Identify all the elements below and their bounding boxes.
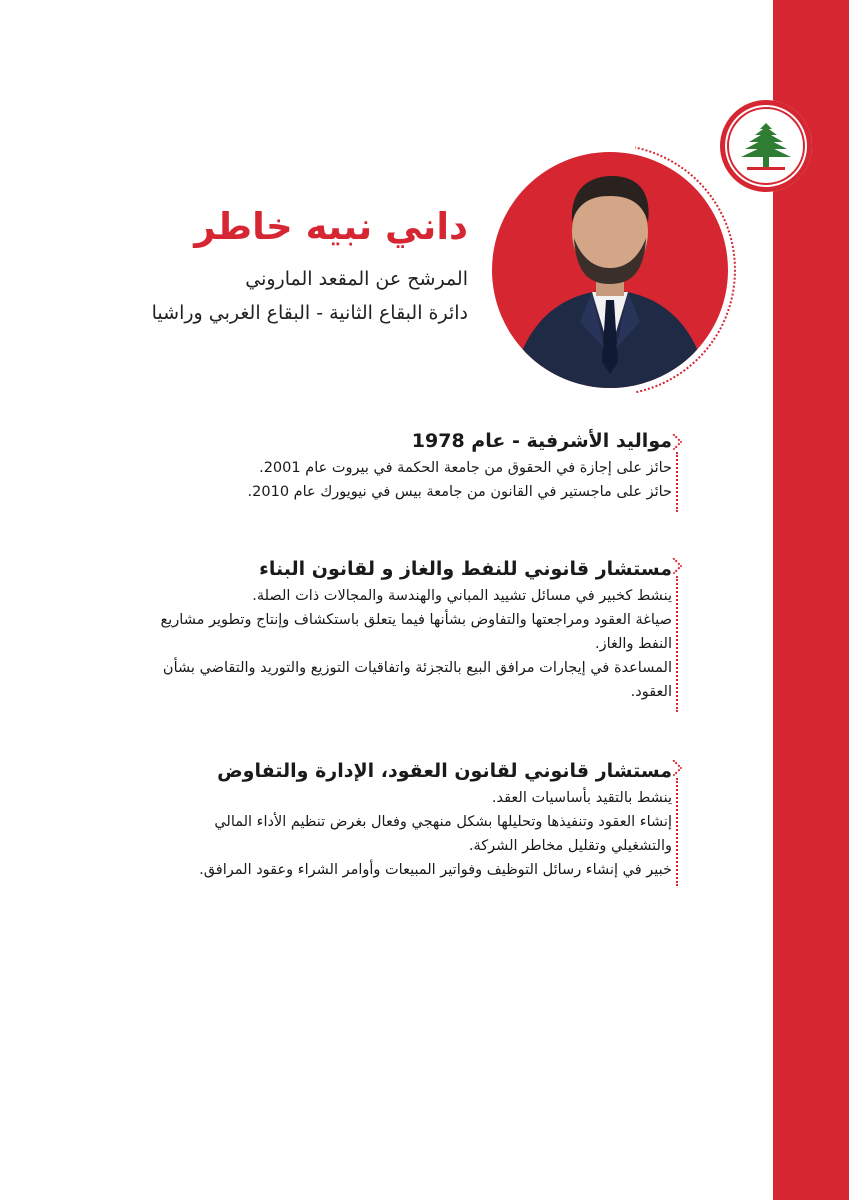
section-contract-law [82,760,672,882]
section-line: والتشغيلي وتقليل مخاطر الشركة. [468,838,672,854]
cedar-tree-icon [737,117,795,175]
section-title: مواليد الأشرفية - عام 1978 [411,430,672,452]
section-oil-gas-law [82,558,672,704]
party-logo [720,100,812,192]
candidate-portrait [492,152,728,388]
person-silhouette-icon [492,152,728,388]
candidate-seat: المرشح عن المقعد الماروني [245,268,468,290]
section-line: المساعدة في إيجارات مرافق البيع بالتجزئة واتفاقيات التوزيع والتوريد والتقاضي بشأن [162,660,672,676]
section-title: مستشار قانوني للنفط والغاز و لقانون البناء [259,558,672,580]
section-line: خبير في إنشاء رسائل التوظيف وفواتير المبيعات وأوامر الشراء وعقود المرافق. [199,862,672,878]
section-line: ينشط كخبير في مسائل تشييد المباني والهندسة والمجالات ذات الصلة. [252,588,672,604]
section-line: العقود. [630,684,672,700]
logo-ring [727,107,805,185]
section-line: صياغة العقود ومراجعتها والتفاوض بشأنها فيما يتعلق باستكشاف وإنتاج وتطوير مشاريع [160,612,672,628]
section-birth-education [248,430,672,504]
candidate-district: دائرة البقاع الثانية - البقاع الغربي وراشيا [151,302,468,324]
section-dotted-line [676,452,678,512]
section-line: النفط والغاز. [594,636,672,652]
section-dotted-line [676,576,678,712]
section-line: إنشاء العقود وتنفيذها وتحليلها بشكل منهجي وفعال بغرض تنظيم الأداء المالي [214,814,672,830]
candidate-portrait-frame [492,152,728,388]
section-line: حائز على إجازة في الحقوق من جامعة الحكمة في بيروت عام 2001. [259,460,672,476]
section-line: حائز على ماجستير في القانون من جامعة بيس في نيويورك عام 2010. [247,484,672,500]
section-line: ينشط بالتقيد بأساسيات العقد. [491,790,672,806]
candidate-name: داني نبيه خاطر [194,205,468,248]
section-dotted-line [676,778,678,886]
section-title: مستشار قانوني لقانون العقود، الإدارة والتفاوض [217,760,672,782]
